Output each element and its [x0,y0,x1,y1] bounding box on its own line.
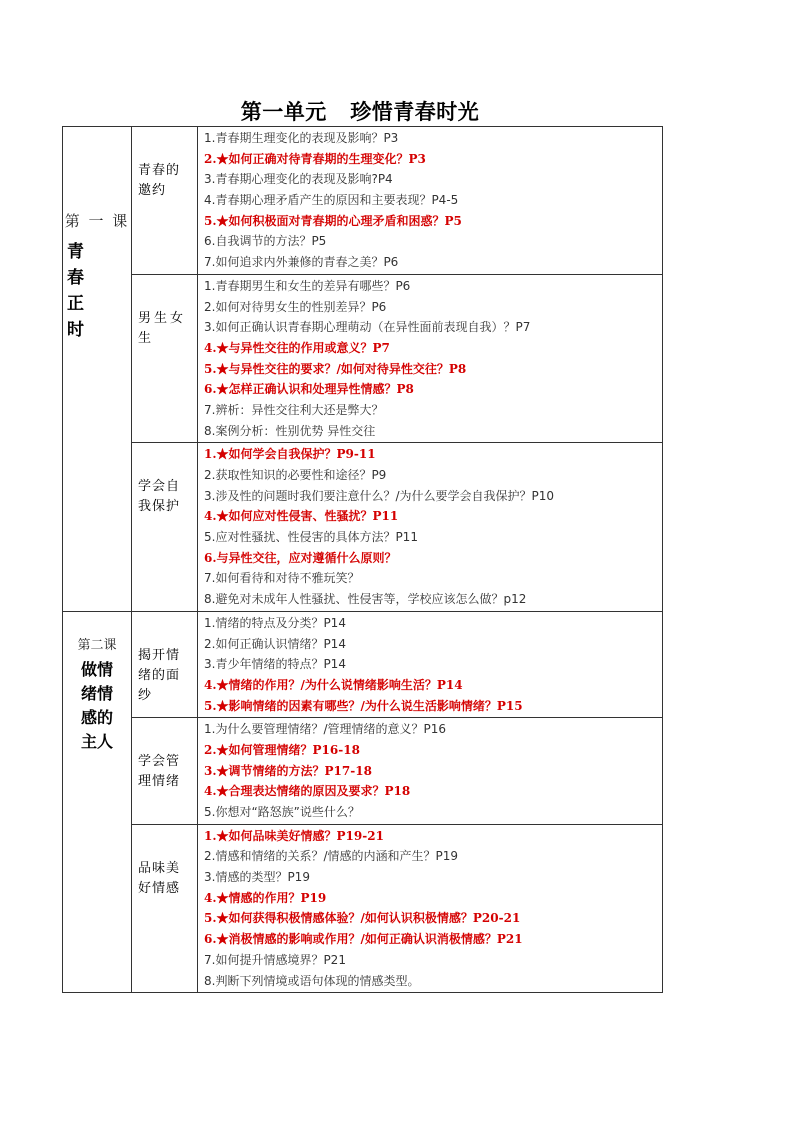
page-title: 第一单元 珍惜青春时光 [240,100,480,124]
question-item: 2.如何正确认识情绪？P14 [204,636,346,651]
question-item: 5.你想对“路怒族”说些什么？ [204,805,360,820]
question-item: 8.案例分析：性别优势 异性交往 [204,423,376,438]
key-question-item: 4.★情感的作用？P19 [204,890,327,905]
section-row [63,824,663,993]
course-cell [63,611,132,992]
question-list [198,824,663,993]
section-row [63,718,663,824]
question-item: 2.如何对待男女生的性别差异？P6 [204,299,387,314]
question-item: 5.应对性骚扰、性侵害的具体方法？P11 [204,530,418,545]
course-name: 做情绪情感的主人 [80,659,113,751]
section-row [63,443,663,612]
key-question-item: 4.★情绪的作用？/为什么说情绪影响生活？P14 [204,677,463,692]
key-question-item: 4.★与异性交往的作用或意义？P7 [204,340,390,355]
course-cell [63,127,132,612]
section-cell [132,127,198,275]
question-list [198,611,663,717]
key-question-item: 5.★影响情绪的因素有哪些？/为什么说生活影响情绪？P15 [204,698,523,713]
course-number: 第二课 [77,637,117,653]
section-label: 品味美好情感 [138,860,181,896]
question-item: 3.如何正确认识青春期心理萌动（在异性面前表现自我）？P7 [204,320,531,335]
question-item: 1.为什么要管理情绪？/管理情绪的意义？P16 [204,722,446,737]
section-cell [132,443,198,612]
question-item: 3.涉及性的问题时我们要注意什么？/为什么要学会自我保护？P10 [204,488,555,503]
key-question-item: 1.★如何学会自我保护？P9-11 [204,447,376,462]
question-item: 1.情绪的特点及分类？P14 [204,615,346,630]
key-question-item: 6.与异性交往，应对遵循什么原则？ [204,550,397,565]
question-item: 7.如何追求内外兼修的青春之美？P6 [204,255,399,270]
key-question-item: 5.★如何积极面对青春期的心理矛盾和困惑？P5 [204,213,462,228]
key-question-item: 3.★调节情绪的方法？P17-18 [204,763,372,778]
question-item: 7.如何看待和对待不雅玩笑？ [204,571,360,586]
section-cell [132,718,198,824]
question-item: 1.青春期男生和女生的差异有哪些？P6 [204,278,411,293]
section-cell [132,611,198,717]
course-number: 第 一 课 [64,212,130,230]
question-list [198,718,663,824]
section-cell [132,824,198,993]
question-item: 4.青春期心理矛盾产生的原因和主要表现？P4-5 [204,193,459,208]
key-question-item: 4.★如何应对性侵害、性骚扰？P11 [204,509,399,524]
section-label: 学会自我保护 [138,479,181,515]
section-row [63,127,663,275]
question-list [198,443,663,612]
key-question-item: 5.★与异性交往的要求？/如何对待异性交往？P8 [204,361,467,376]
question-item: 7.如何提升情感境界？P21 [204,952,346,967]
question-list [198,274,663,443]
section-row [63,611,663,717]
key-question-item: 6.★消极情感的影响或作用？/如何正确认识消极情感？P21 [204,932,523,947]
key-question-item: 2.★如何正确对待青春期的生理变化？P3 [204,151,426,166]
question-item: 6.自我调节的方法？P5 [204,234,327,249]
section-label: 男生女生 [138,310,187,346]
question-item: 3.青少年情绪的特点？P14 [204,657,346,672]
question-item: 2.获取性知识的必要性和途径？P9 [204,468,387,482]
question-item: 7.辨析：异性交往利大还是弊大？ [204,402,384,417]
question-item: 8.避免对未成年人性骚扰、性侵害等，学校应该怎么做？p12 [204,592,527,607]
question-item: 2.情感和情绪的关系？/情感的内涵和产生？P19 [204,849,458,864]
section-label: 揭开情绪的面纱 [138,647,181,703]
section-label: 青春的邀约 [138,163,181,198]
question-item: 3.青春期心理变化的表现及影响?P4 [204,172,393,187]
key-question-item: 1.★如何品味美好情感？P19-21 [204,828,384,843]
section-row [63,274,663,443]
section-label: 学会管理情绪 [138,754,181,790]
key-question-item: 4.★合理表达情绪的原因及要求？P18 [204,784,411,799]
question-item: 1.青春期生理变化的表现及影响？P3 [204,131,399,145]
key-question-item: 6.★怎样正确认识和处理异性情感？P8 [204,382,414,397]
key-question-item: 5.★如何获得积极情感体验？/如何认识积极情感？P20-21 [204,911,521,926]
section-cell [132,274,198,443]
question-list [198,127,663,275]
key-question-item: 2.★如何管理情绪？P16-18 [204,742,360,757]
question-item: 8.判断下列情境或语句体现的情感类型。 [204,973,420,988]
course-name: 青 春 正 时 [67,242,94,340]
outline-table [62,126,663,993]
question-item: 3.情感的类型？P19 [204,870,310,885]
